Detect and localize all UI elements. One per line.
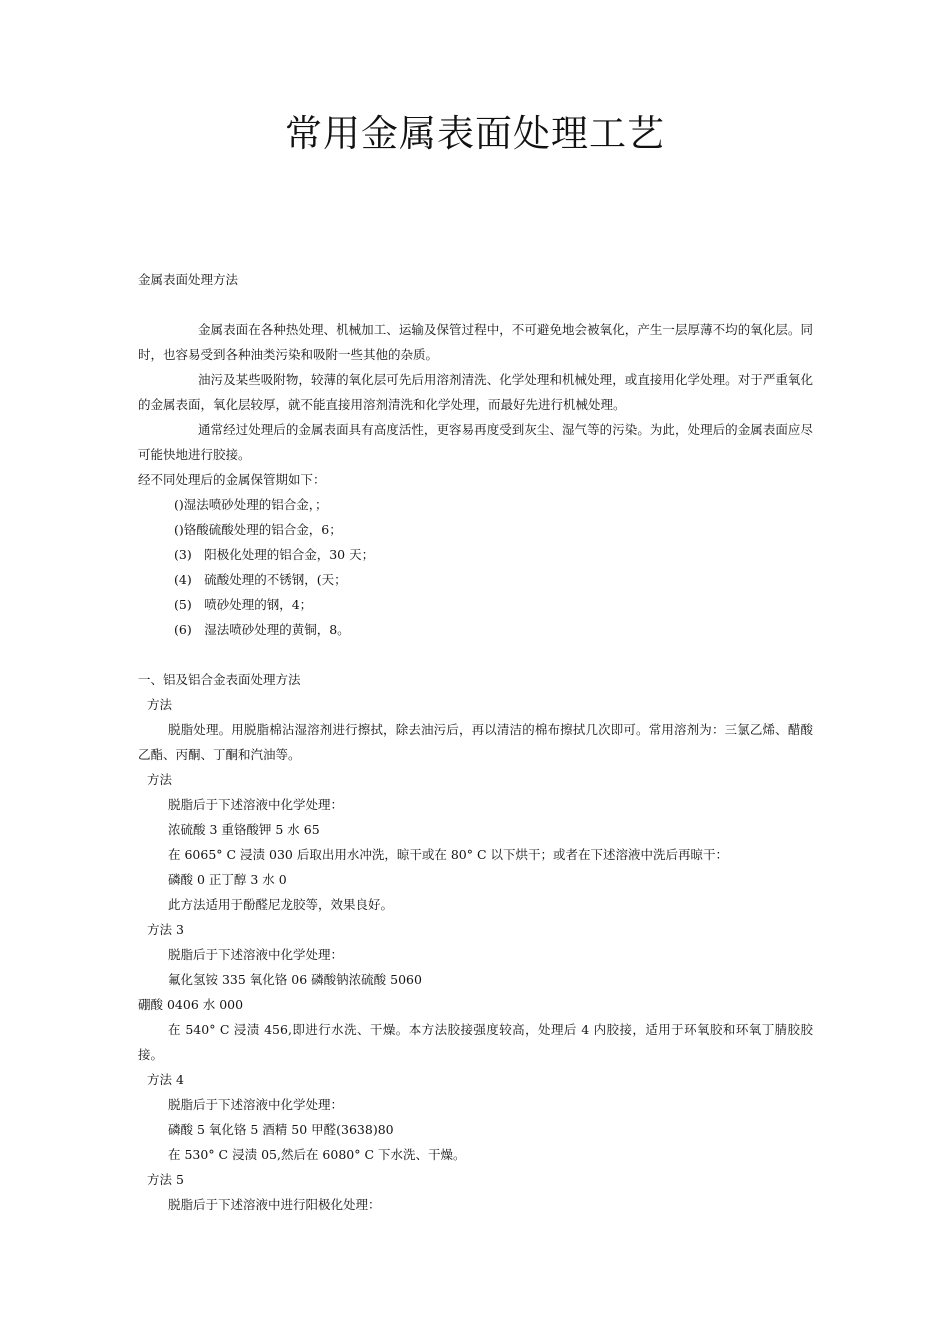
document-body [138,267,813,1217]
intro-paragraph-2: 油污及某些吸附物，较薄的氧化层可先后用溶剂清洗、化学处理和机械处理，或直接用化学处理。对于严重氧化的金属表面，氧化层较厚，就不能直接用溶剂清洗和化学处理，而最好先进行机械处理。 [138,372,813,412]
method3-line: 脱脂后于下述溶液中化学处理： [168,947,344,962]
method4-line: 在 530° C 浸渍 05,然后在 6080° C 下水洗、干燥。 [168,1147,466,1162]
document-title: 常用金属表面处理工艺 [285,112,665,155]
storage-list-item: (4) 硫酸处理的不锈钢，(天； [174,572,347,587]
method2-line: 浓硫酸 3 重铬酸钾 5 水 65 [168,822,320,837]
part1-heading: 一、铝及铝合金表面处理方法 [138,672,301,687]
method3-paragraph: 在 540° C 浸渍 456,即进行水洗、干燥。本方法胶接强度较高，处理后 4 内胶接，适用于环氧胶和环氧丁腈胶胶接。 [138,1022,813,1062]
method4-line: 磷酸 5 氧化铬 5 酒精 50 甲醛(3638)80 [168,1122,394,1137]
method4-heading: 方法 4 [147,1072,184,1087]
method1-heading: 方法 [147,697,173,712]
storage-list-item: (3) 阳极化处理的铝合金，30 天； [174,547,375,562]
intro-paragraph-1: 金属表面在各种热处理、机械加工、运输及保管过程中，不可避免地会被氧化，产生一层厚薄不均的氧化层。同时，也容易受到各种油类污染和吸附一些其他的杂质。 [138,322,813,362]
spacer [138,292,813,317]
method2-line: 在 6065° C 浸渍 030 后取出用水冲洗，晾干或在 80° C 以下烘干；或者在下述溶液中洗后再晾干： [168,847,728,862]
section-heading: 金属表面处理方法 [138,272,239,287]
method5-heading: 方法 5 [147,1172,184,1187]
method3-heading: 方法 3 [147,922,184,937]
storage-intro: 经不同处理后的金属保管期如下： [138,472,326,487]
storage-list-item: (5) 喷砂处理的钢，4； [174,597,313,612]
method4-line: 脱脂后于下述溶液中化学处理： [168,1097,344,1112]
method2-line: 磷酸 0 正丁醇 3 水 0 [168,872,287,887]
method1-text: 脱脂处理。用脱脂棉沾湿溶剂进行擦拭，除去油污后，再以清洁的棉布擦拭几次即可。常用溶剂为：三氯乙烯、醋酸乙酯、丙酮、丁酮和汽油等。 [138,722,813,762]
method3-line: 氟化氢铵 335 氧化铬 06 磷酸钠浓硫酸 5060 [168,972,422,987]
intro-paragraph-3: 通常经过处理后的金属表面具有高度活性，更容易再度受到灰尘、湿气等的污染。为此，处理后的金属表面应尽可能快地进行胶接。 [138,422,813,462]
method3-line: 硼酸 0406 水 000 [138,997,244,1012]
storage-list-item: ()湿法喷砂处理的铝合金，； [174,497,328,512]
method5-line: 脱脂后于下述溶液中进行阳极化处理： [168,1197,381,1212]
storage-list-item: (6) 湿法喷砂处理的黄铜，8。 [174,622,350,637]
spacer [138,642,813,667]
method2-line: 此方法适用于酚醛尼龙胶等，效果良好。 [168,897,394,912]
storage-list-item: ()铬酸硫酸处理的铝合金，6； [174,522,342,537]
method2-heading: 方法 [147,772,173,787]
method2-line: 脱脂后于下述溶液中化学处理： [168,797,344,812]
